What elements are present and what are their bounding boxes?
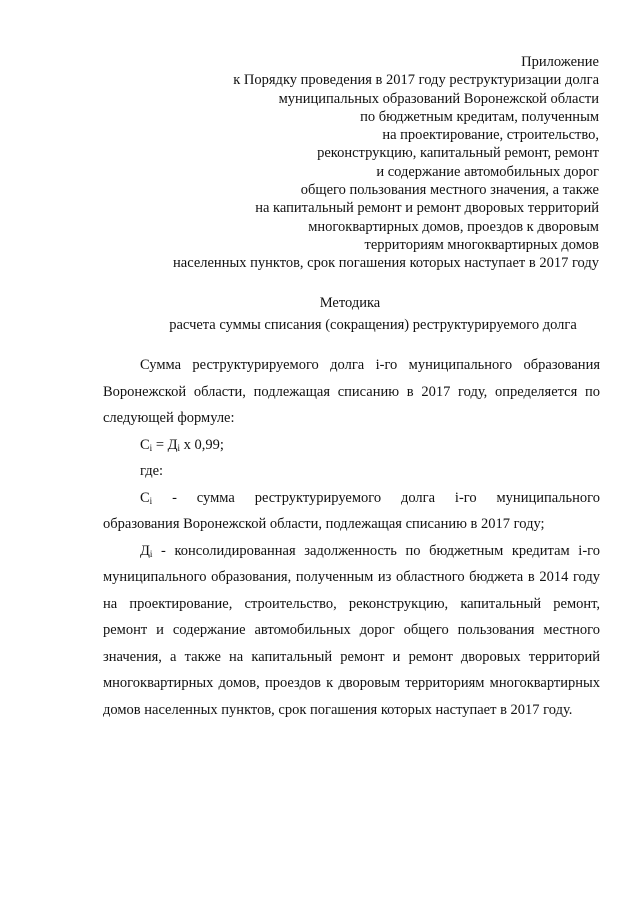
formula-rest: х 0,99; bbox=[180, 436, 224, 453]
def-c-symbol: С bbox=[140, 489, 150, 506]
def-d-sub: i bbox=[149, 548, 153, 559]
appendix-line: на проектирование, строительство, bbox=[382, 127, 599, 144]
appendix-header bbox=[173, 53, 599, 273]
appendix-line: Приложение bbox=[521, 54, 599, 70]
formula-d-sub: i bbox=[177, 442, 181, 453]
document-title bbox=[0, 292, 640, 336]
appendix-line: территориям многоквартирных домов bbox=[364, 236, 599, 253]
where-label: где: bbox=[140, 463, 164, 479]
title-line-1: Методика bbox=[319, 295, 381, 311]
appendix-line: на капитальный ремонт и ремонт дворовых территорий bbox=[255, 200, 599, 217]
title-line-2: расчета суммы списания (сокращения) реструктурируемого долга bbox=[169, 317, 577, 333]
definition-c bbox=[103, 485, 604, 538]
appendix-line: и содержание автомобильных дорог bbox=[376, 163, 599, 180]
intro-paragraph: Сумма реструктурируемого долга i-го муниципального образования Воронежской области, подлежащая списанию в 2017 году, определяется по следующей формуле: bbox=[103, 357, 600, 426]
appendix-line: к Порядку проведения в 2017 году реструктуризации долга bbox=[233, 72, 599, 89]
def-c-sub: i bbox=[149, 495, 153, 506]
appendix-line: общего пользования местного значения, а также bbox=[300, 182, 599, 199]
appendix-line: по бюджетным кредитам, полученным bbox=[360, 108, 599, 125]
formula-eq: = Д bbox=[152, 436, 178, 453]
formula-c: С bbox=[140, 436, 150, 453]
appendix-line: населенных пунктов, срок погашения которых наступает в 2017 году bbox=[173, 255, 599, 272]
def-d-text: - консолидированная задолженность по бюджетным кредитам i-го муниципального образования, полученным из областного бюджета в 2014 году на проектирование, строительство, реконструкцию, капитальный ремонт, ремонт и содержание автомобильных дорог общего пользования местного значения, а также на капитальный ремонт и ремонт дворовых территорий многоквартирных домов, проездов к дворовым территориям многоквартирных домов населенных пунктов, срок погашения которых наступает в 2017 году. bbox=[103, 542, 600, 718]
def-c-text: - сумма реструктурируемого долга i-го муниципального образования Воронежской области, подлежащая списанию в 2017 году; bbox=[103, 489, 604, 532]
formula bbox=[103, 432, 600, 459]
appendix-line: реконструкцию, капитальный ремонт, ремонт bbox=[317, 145, 599, 162]
definition-d bbox=[103, 538, 600, 724]
document-body bbox=[103, 352, 604, 723]
appendix-line: муниципальных образований Воронежской области bbox=[278, 90, 599, 107]
def-d-symbol: Д bbox=[140, 542, 150, 559]
appendix-line: многоквартирных домов, проездов к дворовым bbox=[308, 218, 599, 235]
formula-c-sub: i bbox=[149, 442, 153, 453]
